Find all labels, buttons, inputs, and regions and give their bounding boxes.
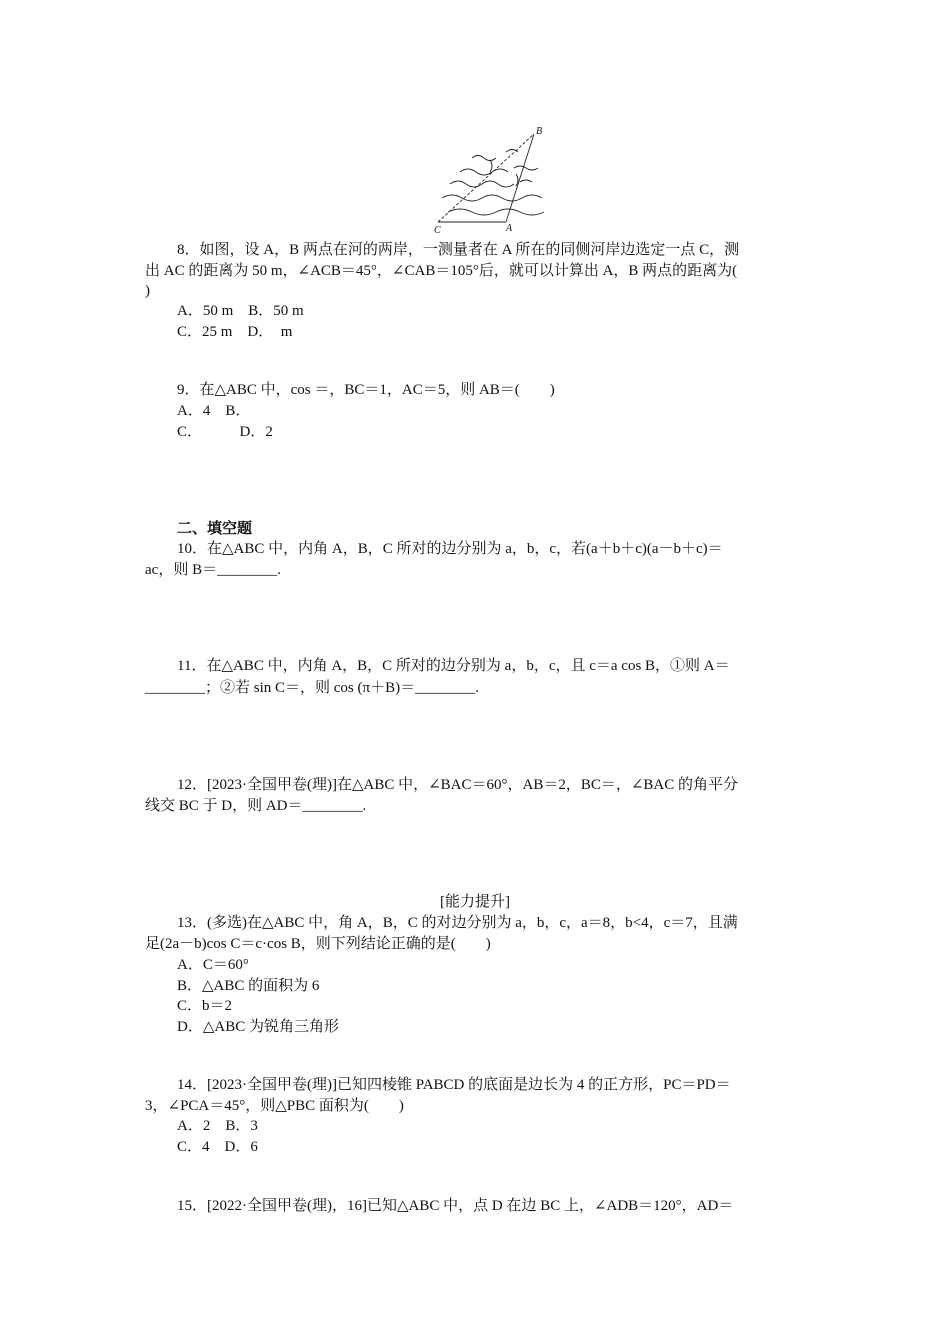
q14-line2: 3，∠PCA＝45°，则△PBC 面积为( )	[145, 1098, 404, 1114]
q13-line1: 13．(多选)在△ABC 中，角 A，B，C 的对边分别为 a，b，c，a＝8，b<4，c＝7，且满	[177, 915, 738, 931]
label-A: A	[506, 223, 513, 234]
q13-option-d: D．△ABC 为锐角三角形	[177, 1019, 339, 1035]
wave-6	[520, 180, 532, 182]
q14-options-cd: C．4 D．6	[177, 1139, 258, 1155]
wave-8	[448, 209, 544, 215]
q13-option-a: A．C＝60°	[177, 957, 249, 973]
wave-4	[514, 166, 538, 170]
q8-line2: 出 AC 的距离为 50 m，∠ACB＝45°，∠CAB＝105°后，就可以计算出 A，B 两点的距离为(	[145, 263, 738, 279]
q10-line1: 10．在△ABC 中，内角 A，B，C 所对的边分别为 a，b，c，若(a＋b＋c)(a－b＋c)＝	[177, 541, 723, 557]
q13-line2: 足(2a－b)cos C＝c·cos B，则下列结论正确的是( )	[145, 936, 491, 952]
label-B: B	[536, 126, 543, 137]
q15-line1: 15．[2022·全国甲卷(理)，16]已知△ABC 中，点 D 在边 BC 上，∠ADB＝120°，AD＝	[177, 1198, 734, 1214]
wave-9	[490, 160, 492, 172]
q14-options-ab: A．2 B．3	[177, 1118, 258, 1134]
q12-line2: 线交 BC 于 D，则 AD＝________.	[145, 798, 367, 814]
q9-options-ab: A．4 B．	[177, 403, 251, 419]
q8-options-ab: A．50 m B．50 m	[177, 303, 304, 319]
q9-line1: 9．在△ABC 中，cos ＝，BC＝1，AC＝5，则 AB＝( )	[177, 382, 555, 398]
section-title-fill-in: 二、填空题	[177, 521, 253, 537]
wave-3	[460, 169, 508, 175]
q11-line1: 11．在△ABC 中，内角 A，B，C 所对的边分别为 a，b，c，且 c＝a cos B，①则 A＝	[177, 658, 730, 674]
label-C: C	[434, 225, 441, 236]
q13-option-c: C．b＝2	[177, 998, 233, 1014]
wave-1	[472, 156, 496, 161]
q10-line2: ac，则 B＝________.	[145, 562, 281, 578]
section-title-ability: [能力提升]	[440, 894, 510, 910]
q8-line3: )	[145, 283, 150, 299]
q13-option-b: B．△ABC 的面积为 6	[177, 978, 320, 994]
q14-line1: 14．[2023·全国甲卷(理)]已知四棱锥 PABCD 的底面是边长为 4 的正方形，PC＝PD＝	[177, 1077, 731, 1093]
river-figure	[420, 120, 560, 240]
q8-line1: 8．如图，设 A，B 两点在河的两岸，一测量者在 A 所在的同侧河岸边选定一点 C，测	[177, 242, 740, 258]
wave-5	[450, 181, 514, 187]
q12-line1: 12．[2023·全国甲卷(理)]在△ABC 中，∠BAC＝60°，AB＝2，BC＝，∠BAC 的角平分	[177, 777, 739, 793]
q8-options-cd: C．25 m D． m	[177, 324, 293, 340]
q11-line2: ________；②若 sin C＝，则 cos (π＋B)＝________.	[145, 680, 479, 696]
wave-7	[442, 195, 542, 201]
q9-options-cd: C． D．2	[177, 424, 273, 440]
